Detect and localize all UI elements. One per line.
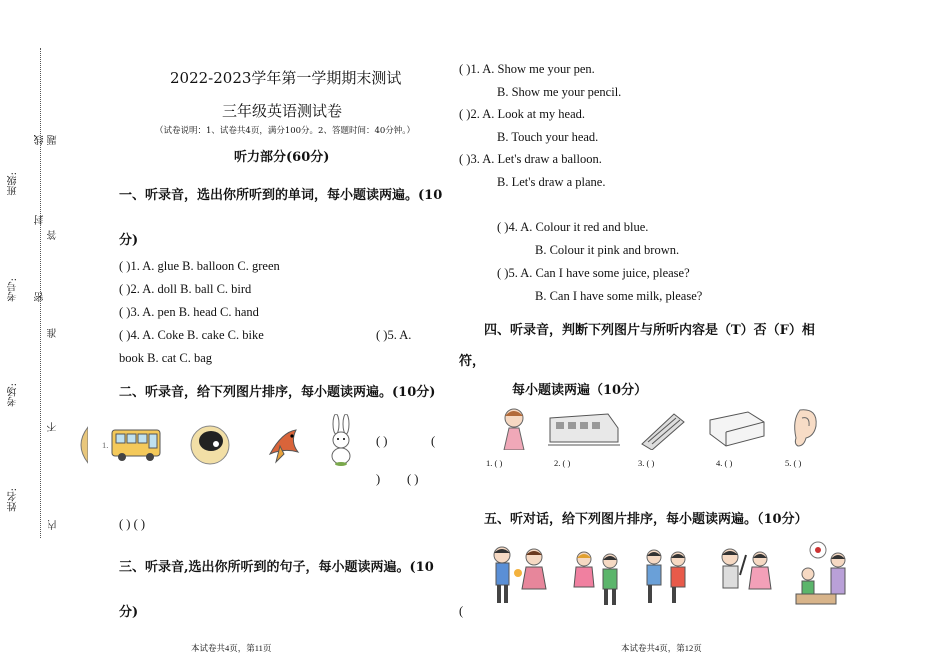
s3-question-3a: ( )3. A. Let's draw a balloon.: [459, 152, 602, 166]
class-label: 班级:: [8, 172, 19, 196]
dialogue-scene-1: [488, 543, 552, 607]
exam-title: 2022-2023学年第一学期期末测试: [170, 69, 402, 87]
eraser-image: [708, 410, 766, 448]
answer-paren: (: [459, 604, 464, 618]
binding-char: 密: [35, 292, 46, 302]
pencil-case-image: [638, 410, 686, 450]
answer-paren: ): [376, 472, 381, 486]
section-3-title-cont: 分): [119, 605, 139, 620]
judge-label-1: 1. ( ): [486, 458, 503, 468]
ear-image: [790, 406, 820, 450]
section-3-title: 三、听录音,选出你所听到的句子，每小题读两遍。(10: [119, 560, 434, 575]
section-1-title: 一、听录音，选出你所听到的单词，每小题读两遍。(10: [119, 188, 443, 203]
s3-question-5a: ( )5. A. Can I have some juice, please?: [497, 266, 690, 280]
bus-image: [110, 426, 162, 464]
s3-question-1b: B. Show me your pencil.: [497, 85, 622, 99]
binding-char: 准: [48, 328, 59, 338]
binding-char: 线: [35, 135, 46, 145]
answer-paren: ( ): [407, 472, 419, 486]
rabbit-image: [326, 414, 356, 466]
picture-number: 1.: [102, 440, 109, 450]
binding-char: 题: [48, 135, 59, 145]
s3-question-1a: ( )1. A. Show me your pen.: [459, 62, 595, 76]
exam-number-label: 考号:: [8, 278, 19, 302]
s3-question-4b: B. Colour it pink and brown.: [535, 243, 680, 257]
part-heading: 听力部分(60分): [234, 150, 330, 165]
dialogue-scene-2: [570, 549, 624, 607]
answer-paren: ( ): [376, 434, 388, 448]
exam-room-label: 考场:: [8, 383, 19, 407]
s3-question-3b: B. Let's draw a plane.: [497, 175, 606, 189]
s3-question-2a: ( )2. A. Look at my head.: [459, 107, 586, 121]
s3-question-4a: ( )4. A. Colour it red and blue.: [497, 220, 649, 234]
section-4-title-cont: 符，: [459, 354, 486, 369]
train-image: [548, 408, 620, 448]
dialogue-scene-3: [640, 547, 692, 607]
section-1-title-cont: 分): [119, 233, 139, 248]
binding-char: 不: [48, 422, 59, 432]
judge-label-4: 4. ( ): [716, 458, 733, 468]
right-footer: 本试卷共4页，第12页: [621, 643, 702, 653]
judge-label-5: 5. ( ): [785, 458, 802, 468]
binding-char: 答: [48, 230, 59, 240]
exam-subtitle: 三年级英语测试卷: [222, 102, 343, 120]
name-label: 姓名:: [8, 488, 19, 512]
binding-char: 封: [35, 215, 46, 225]
s1-question-3: ( )3. A. pen B. head C. hand: [119, 305, 259, 319]
section-5-title: 五、听对话，给下列图片排序，每小题读两遍。（10分）: [484, 512, 808, 527]
section-2-title: 二、听录音，给下列图片排序，每小题读两遍。(10分): [119, 385, 436, 400]
s3-question-5b: B. Can I have some milk, please?: [535, 289, 703, 303]
left-footer: 本试卷共4页，第11页: [191, 643, 272, 653]
paint-palette-image: [188, 424, 232, 466]
bird-image: [266, 424, 302, 466]
answer-paren: ( ) ( ): [119, 517, 146, 531]
s3-question-2b: B. Touch your head.: [497, 130, 599, 144]
s1-question-2: ( )2. A. doll B. ball C. bird: [119, 282, 252, 296]
s1-question-5: ( )5. A.: [376, 328, 412, 342]
s1-question-5-options: book B. cat C. bag: [119, 351, 213, 365]
binding-char: 内: [48, 520, 59, 530]
s1-question-1: ( )1. A. glue B. balloon C. green: [119, 259, 280, 273]
s1-question-4: ( )4. A. Coke B. cake C. bike: [119, 328, 264, 342]
dialogue-scene-4: [716, 545, 774, 607]
judge-label-2: 2. ( ): [554, 458, 571, 468]
half-egg-image: [74, 425, 88, 465]
doll-image: [497, 406, 531, 450]
answer-paren: (: [431, 434, 436, 448]
dialogue-scene-5: [794, 540, 852, 606]
section-4-title: 四、听录音，判断下列图片与所听内容是（T）否（F）相: [484, 323, 815, 338]
exam-note: （试卷说明：1、试卷共4页，满分100分。2、答题时间：40分钟。）: [155, 126, 416, 136]
section-4-title-note: 每小题读两遍（10分）: [512, 383, 648, 398]
judge-label-3: 3. ( ): [638, 458, 655, 468]
